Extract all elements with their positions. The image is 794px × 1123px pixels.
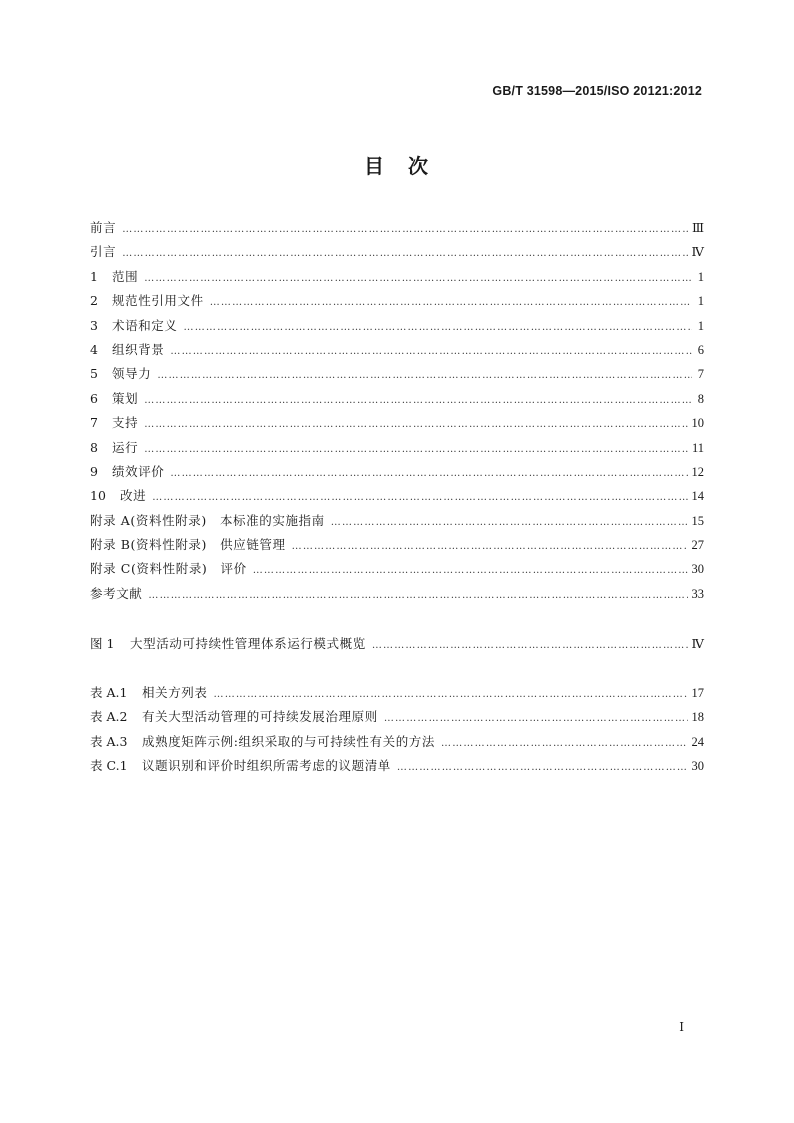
toc-dot-leader (122, 218, 688, 242)
toc-dot-leader (214, 683, 688, 707)
toc-entry[interactable] (90, 460, 704, 484)
toc-entry[interactable] (90, 582, 704, 606)
toc-entry-title: 规范性引用文件 (112, 293, 204, 309)
toc-entry[interactable] (90, 754, 704, 778)
toc-entry-number: 2 (90, 293, 98, 309)
toc-entry[interactable] (90, 681, 704, 705)
toc-dot-leader (384, 707, 688, 731)
toc-entry[interactable] (90, 705, 704, 729)
toc-entry-page: 15 (691, 513, 704, 528)
toc-entry-number: 10 (90, 488, 106, 504)
toc-entry-title: 成熟度矩阵示例:组织采取的与可持续性有关的方法 (142, 733, 436, 749)
toc-entry-title: 有关大型活动管理的可持续发展治理原则 (142, 709, 378, 725)
toc-entry[interactable] (90, 509, 704, 533)
toc-entry-page: Ⅳ (691, 245, 704, 260)
toc-entry[interactable] (90, 730, 704, 754)
toc-entry[interactable] (90, 216, 704, 240)
toc-entry-number: 图 1 (90, 636, 115, 651)
toc-entry-page: 8 (697, 391, 704, 406)
toc-entry[interactable] (90, 314, 704, 338)
toc-entry-page: Ⅳ (691, 637, 704, 651)
toc-entry-number: 3 (90, 317, 98, 333)
toc-entry[interactable] (90, 533, 704, 557)
toc-entry-page: 1 (697, 318, 704, 333)
toc-entry[interactable] (90, 387, 704, 411)
toc-entry[interactable] (90, 632, 704, 656)
toc-entry-title: 改进 (120, 488, 147, 504)
toc-tables-list (90, 681, 704, 779)
toc-entry-title: 绩效评价 (112, 463, 165, 479)
toc-entry-number: 6 (90, 390, 98, 406)
toc-entry-title: 术语和定义 (112, 317, 178, 333)
toc-dot-leader (441, 732, 687, 756)
toc-entry[interactable] (90, 338, 704, 362)
toc-entry-number: 1 (90, 268, 98, 284)
toc-entry-title: 引言 (90, 244, 117, 260)
toc-entry-number: 4 (90, 341, 98, 357)
toc-entry-title: 附录 A(资料性附录) 本标准的实施指南 (90, 512, 325, 528)
toc-entry-number: 5 (90, 366, 98, 382)
standard-code: GB/T 31598—2015/ISO 20121:2012 (492, 84, 702, 98)
toc-entry-number: 7 (90, 415, 98, 431)
toc-dot-leader (253, 559, 688, 583)
toc-dot-leader (397, 756, 688, 780)
toc-entry[interactable] (90, 265, 704, 289)
toc-entry-page: 12 (691, 464, 704, 479)
toc-entry[interactable] (90, 557, 704, 581)
toc-dot-leader (157, 364, 692, 388)
toc-entry-title: 前言 (90, 220, 117, 235)
toc-entry-page: 1 (697, 269, 704, 284)
toc-entry-page: 18 (691, 710, 704, 725)
toc-figures-list (90, 632, 704, 656)
toc-entry-page: 33 (691, 586, 704, 601)
toc-entry-page: 30 (691, 759, 704, 774)
toc-entry-number: 表 A.1 (90, 685, 128, 700)
toc-entry[interactable] (90, 411, 704, 435)
toc-entry-number: 9 (90, 463, 98, 479)
toc-entry-title: 范围 (112, 268, 139, 284)
toc-dot-leader (122, 242, 687, 266)
page-title: 目 次 (364, 154, 430, 178)
toc-entry[interactable] (90, 362, 704, 386)
toc-dot-leader (184, 316, 692, 340)
toc-dot-leader (372, 634, 688, 658)
toc-entry-page: 11 (691, 440, 704, 455)
toc-entry-page: 7 (697, 367, 704, 382)
toc-entry-number: 8 (90, 439, 98, 455)
toc-entry-page: 1 (697, 294, 704, 309)
toc-dot-leader (144, 413, 687, 437)
toc-entry-title: 大型活动可持续性管理体系运行模式概览 (130, 636, 366, 651)
toc-dot-leader (331, 511, 688, 535)
toc-entry-page: 6 (697, 342, 704, 357)
toc-entry-title: 组织背景 (112, 341, 165, 357)
toc-entry-title: 运行 (112, 439, 139, 455)
toc-dot-leader (144, 267, 692, 291)
toc-dot-leader (292, 535, 688, 559)
toc-entry-title: 支持 (112, 415, 139, 431)
toc-dot-leader (210, 291, 692, 315)
page-number: Ⅰ (679, 1020, 684, 1034)
toc-entry-title: 相关方列表 (142, 685, 208, 700)
toc-entry-title: 领导力 (112, 366, 152, 382)
toc-entry-page: 27 (691, 538, 704, 553)
toc-entry-title: 策划 (112, 390, 139, 406)
toc-entry[interactable] (90, 436, 704, 460)
toc-entry[interactable] (90, 289, 704, 313)
toc-entry-page: 30 (691, 562, 704, 577)
toc-entry-page: 24 (691, 734, 704, 749)
toc-entry-page: Ⅲ (691, 221, 704, 235)
toc-entry-page: 10 (691, 416, 704, 431)
toc-main-list (90, 216, 704, 606)
toc-entry-title: 参考文献 (90, 585, 143, 601)
toc-entry-number: 表 A.3 (90, 733, 128, 749)
toc-entry-number: 表 C.1 (90, 758, 128, 774)
toc-entry-page: 14 (691, 489, 704, 504)
toc-dot-leader (170, 462, 687, 486)
toc-entry-title: 附录 B(资料性附录) 供应链管理 (90, 537, 286, 553)
toc-dot-leader (144, 389, 692, 413)
toc-entry[interactable] (90, 240, 704, 264)
toc-dot-leader (170, 340, 692, 364)
toc-entry-title: 附录 C(资料性附录) 评价 (90, 561, 247, 577)
toc-dot-leader (144, 438, 688, 462)
toc-dot-leader (148, 584, 687, 608)
toc-entry-page: 17 (691, 686, 704, 700)
toc-entry-title: 议题识别和评价时组织所需考虑的议题清单 (142, 758, 391, 774)
toc-entry[interactable] (90, 484, 704, 508)
toc-entry-number: 表 A.2 (90, 709, 128, 725)
toc-dot-leader (152, 486, 687, 510)
